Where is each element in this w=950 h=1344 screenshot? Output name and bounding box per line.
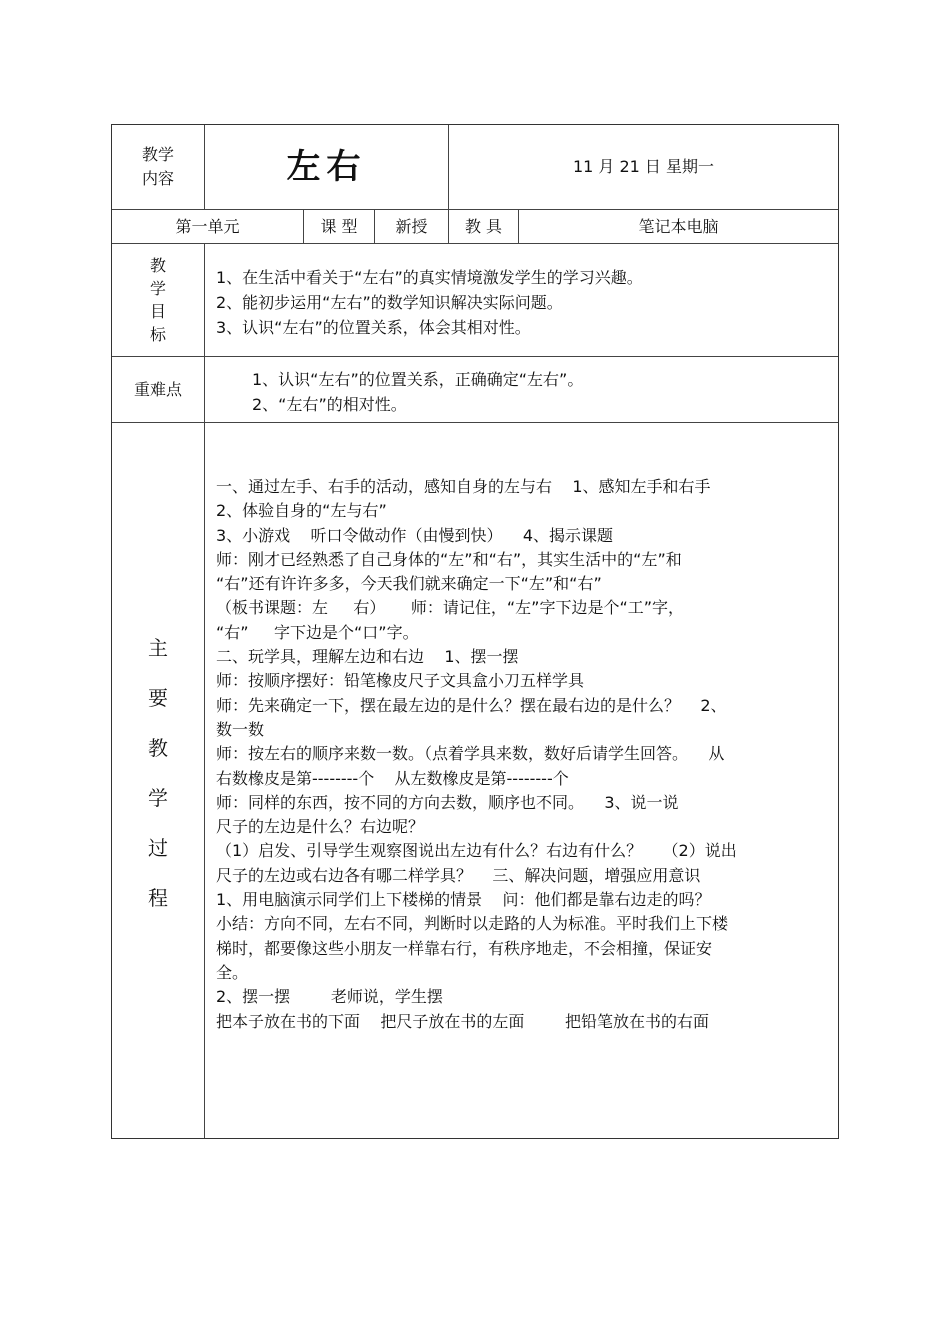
process-line: 3、小游戏 听口令做动作（由慢到快） 4、揭示课题: [216, 525, 614, 545]
process-line: （1）启发、引导学生观察图说出左边有什么？右边有什么？ （2）说出: [216, 841, 737, 861]
key-point-item: 2、“左右”的相对性。: [252, 395, 407, 414]
process-label-char: 主: [148, 636, 168, 660]
process-line: 师：同样的东西，按不同的方向去数，顺序也不同。 3、说一说: [216, 792, 679, 812]
process-label-char: 学: [148, 786, 168, 810]
process-line: 一、通过左手、右手的活动，感知自身的左与右 1、感知左手和右手: [216, 477, 711, 496]
teaching-tools-label: 教 具: [464, 216, 503, 236]
process-line: “右” 字下边是个“口”字。: [216, 622, 419, 642]
content-label-line: 教学: [141, 145, 174, 164]
lesson-plan-table: [111, 124, 839, 1139]
key-point-item: 1、认识“左右”的位置关系，正确确定“左右”。: [252, 370, 584, 389]
process-line: 右数橡皮是第--------个 从左数橡皮是第--------个: [216, 768, 569, 788]
process-line: 全。: [216, 962, 249, 982]
process-label-char: 过: [148, 836, 168, 860]
process-line: 2、体验自身的“左与右”: [216, 501, 387, 521]
process-label-char: 教: [148, 736, 168, 760]
objectives-label-char: 标: [149, 325, 166, 344]
key-points-list: [252, 367, 583, 417]
process-line: （板书课题：左 右） 师：请记住，“左”字下边是个“工”字，: [216, 598, 685, 618]
content-label-line: 内容: [141, 169, 174, 188]
objective-item: 3、认识“左右”的位置关系，体会其相对性。: [216, 318, 531, 337]
key-points-label: 重难点: [133, 379, 182, 399]
process-line: 师：刚才已经熟悉了自己身体的“左”和“右”，其实生活中的“左”和: [216, 549, 682, 569]
process-line: 尺子的左边或右边各有哪二样学具？ 三、解决问题，增强应用意识: [216, 865, 701, 885]
column-divider: [204, 243, 205, 1138]
process-label: [112, 623, 204, 923]
process-line: 师：按顺序摆好：铅笔橡皮尺子文具盒小刀五样学具: [216, 671, 585, 691]
row-divider: [112, 356, 838, 357]
process-line: 小结：方向不同，左右不同，判断时以走路的人为标准。平时我们上下楼: [216, 914, 729, 934]
teaching-tools-value: 笔记本电脑: [638, 216, 719, 236]
content-label: [112, 125, 204, 209]
process-label-char: 要: [148, 686, 168, 710]
lesson-title: 左右: [286, 147, 367, 187]
process-line: “右”还有许许多多，今天我们就来确定一下“左”和“右”: [216, 574, 602, 594]
process-line: 师：先来确定一下，摆在最左边的是什么？摆在最右边的是什么？ 2、: [216, 695, 727, 715]
objectives-label-char: 学: [149, 279, 166, 298]
lesson-type-label: 课 型: [320, 216, 358, 236]
row-divider: [112, 422, 838, 423]
row-divider: [112, 243, 838, 244]
objectives-list: [216, 265, 643, 340]
process-label-char: 程: [148, 886, 168, 910]
process-line: 二、玩学具，理解左边和右边 1、摆一摆: [216, 647, 519, 667]
process-line: 1、用电脑演示同学们上下楼梯的情景 问：他们都是靠右边走的吗？: [216, 890, 711, 910]
unit-label: 第一单元: [175, 216, 240, 236]
lesson-date: 11 月 21 日 星期一: [572, 157, 715, 176]
process-line: 数一数: [216, 719, 265, 739]
process-line: 尺子的左边是什么？右边呢？: [216, 817, 425, 837]
objectives-label-char: 教: [149, 256, 166, 275]
lesson-type-value: 新授: [395, 216, 428, 236]
objective-item: 1、在生活中看关于“左右”的真实情境激发学生的学习兴趣。: [216, 268, 643, 287]
process-line: 把本子放在书的下面 把尺子放在书的左面 把铅笔放在书的右面: [216, 1011, 710, 1031]
process-line: 2、摆一摆 老师说，学生摆: [216, 987, 443, 1007]
objective-item: 2、能初步运用“左右”的数学知识解决实际问题。: [216, 293, 563, 312]
objectives-label: [112, 244, 204, 356]
process-text: [216, 475, 737, 1034]
process-line: 师：按左右的顺序来数一数。（点着学具来数，数好后请学生回答。 从: [216, 744, 725, 764]
process-line: 梯时，都要像这些小朋友一样靠右行，有秩序地走，不会相撞，保证安: [216, 938, 713, 958]
objectives-label-char: 目: [149, 302, 166, 321]
